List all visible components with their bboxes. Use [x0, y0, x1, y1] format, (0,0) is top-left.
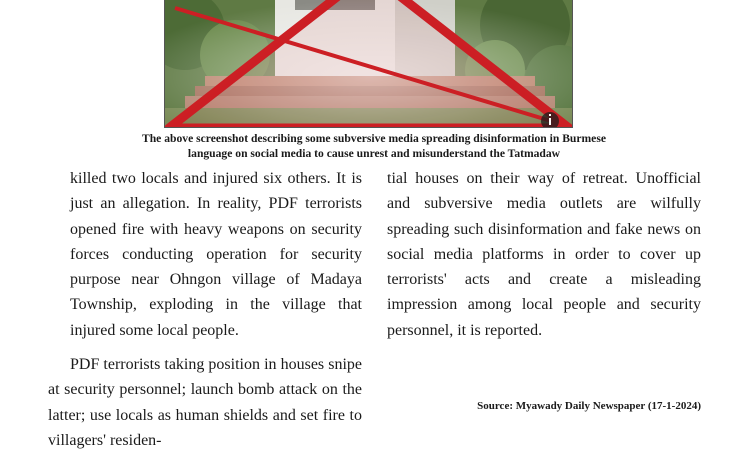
source-citation: Source: Myawady Daily Newspaper (17-1-2024): [477, 400, 701, 412]
article-left-column: [48, 166, 362, 453]
left-paragraph-1: killed two locals and injured six others. It is just an allegation. In reality, PDF terrorists opened fire with heavy weapons on security forces conducting operation for security purpose near Ohngon village of Madaya Township, exploding in the village that injured some local people.: [70, 170, 362, 339]
photo-illustration: [165, 0, 573, 128]
caption-line-2: language on social media to cause unrest and misunderstand the Tatmadaw: [187, 147, 561, 160]
disinformation-screenshot-image: [164, 0, 573, 128]
article-right-column: [387, 166, 701, 343]
left-paragraph-2: PDF terrorists taking position in houses snipe at security personnel; launch bomb attack on the latter; use locals as human shields and set fire to villagers' residen-: [48, 356, 362, 449]
figure-caption: [100, 131, 648, 161]
caption-line-1: The above screenshot describing some subversive media spreading disinformation in Burmese: [142, 132, 606, 145]
right-paragraph-1: tial houses on their way of retreat. Unofficial and subversive media outlets are wilfully spreading such disinformation and fake news on social media platforms in order to cover up terrorists' acts and create a misleading impression among local people and security personnel, it is reported.: [387, 170, 701, 339]
